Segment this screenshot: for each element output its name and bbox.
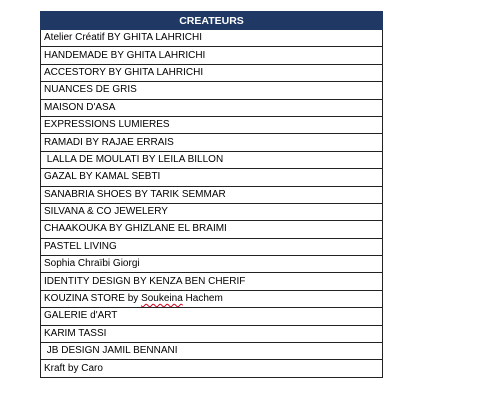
table-row bbox=[41, 99, 383, 116]
table-row bbox=[41, 151, 383, 168]
table-row bbox=[41, 360, 383, 377]
header-row bbox=[41, 12, 383, 30]
spellcheck-underlined-word: Soukeina bbox=[141, 293, 183, 305]
table-row bbox=[41, 169, 383, 186]
cell-row-9[interactable]: GAZAL BY KAMAL SEBTI bbox=[41, 169, 383, 186]
table-row bbox=[41, 238, 383, 255]
spreadsheet-table-container bbox=[40, 11, 383, 378]
table-row bbox=[41, 203, 383, 220]
table-row bbox=[41, 308, 383, 325]
cell-row-18[interactable]: KARIM TASSI bbox=[41, 325, 383, 342]
table-row bbox=[41, 343, 383, 360]
cell-row-13[interactable]: PASTEL LIVING bbox=[41, 238, 383, 255]
table-row bbox=[41, 273, 383, 290]
table-row bbox=[41, 134, 383, 151]
cell-row-4[interactable]: NUANCES DE GRIS bbox=[41, 82, 383, 99]
table-row bbox=[41, 290, 383, 307]
cell-row-7[interactable]: RAMADI BY RAJAE ERRAIS bbox=[41, 134, 383, 151]
cell-row-2[interactable]: HANDEMADE BY GHITA LAHRICHI bbox=[41, 47, 383, 64]
cell-row-1[interactable]: Atelier Créatif BY GHITA LAHRICHI bbox=[41, 30, 383, 47]
cell-row-16[interactable] bbox=[41, 290, 383, 307]
table-row bbox=[41, 256, 383, 273]
table-row bbox=[41, 30, 383, 47]
cell-row-3[interactable]: ACCESTORY BY GHITA LAHRICHI bbox=[41, 64, 383, 81]
cell-row-17[interactable]: GALERIE d'ART bbox=[41, 308, 383, 325]
cell-row-11[interactable]: SILVANA & CO JEWELERY bbox=[41, 203, 383, 220]
createurs-table bbox=[40, 11, 383, 378]
table-row bbox=[41, 325, 383, 342]
cell-row-15[interactable]: IDENTITY DESIGN BY KENZA BEN CHERIF bbox=[41, 273, 383, 290]
table-row bbox=[41, 116, 383, 133]
cell-row-10[interactable]: SANABRIA SHOES BY TARIK SEMMAR bbox=[41, 186, 383, 203]
table-row bbox=[41, 82, 383, 99]
cell-row-16-prefix: KOUZINA STORE by bbox=[44, 293, 142, 305]
cell-row-8[interactable]: LALLA DE MOULATI BY LEILA BILLON bbox=[41, 151, 383, 168]
cell-row-12[interactable]: CHAAKOUKA BY GHIZLANE EL BRAIMI bbox=[41, 221, 383, 238]
cell-row-5[interactable]: MAISON D'ASA bbox=[41, 99, 383, 116]
cell-row-16-suffix: Hachem bbox=[182, 293, 223, 305]
table-row bbox=[41, 64, 383, 81]
cell-row-14[interactable]: Sophia Chraïbi Giorgi bbox=[41, 256, 383, 273]
cell-row-19[interactable]: JB DESIGN JAMIL BENNANI bbox=[41, 343, 383, 360]
cell-row-20[interactable]: Kraft by Caro bbox=[41, 360, 383, 377]
table-row bbox=[41, 221, 383, 238]
cell-row-6[interactable]: EXPRESSIONS LUMIERES bbox=[41, 116, 383, 133]
table-row bbox=[41, 47, 383, 64]
table-row bbox=[41, 186, 383, 203]
column-header-createurs[interactable]: CREATEURS bbox=[41, 12, 383, 30]
